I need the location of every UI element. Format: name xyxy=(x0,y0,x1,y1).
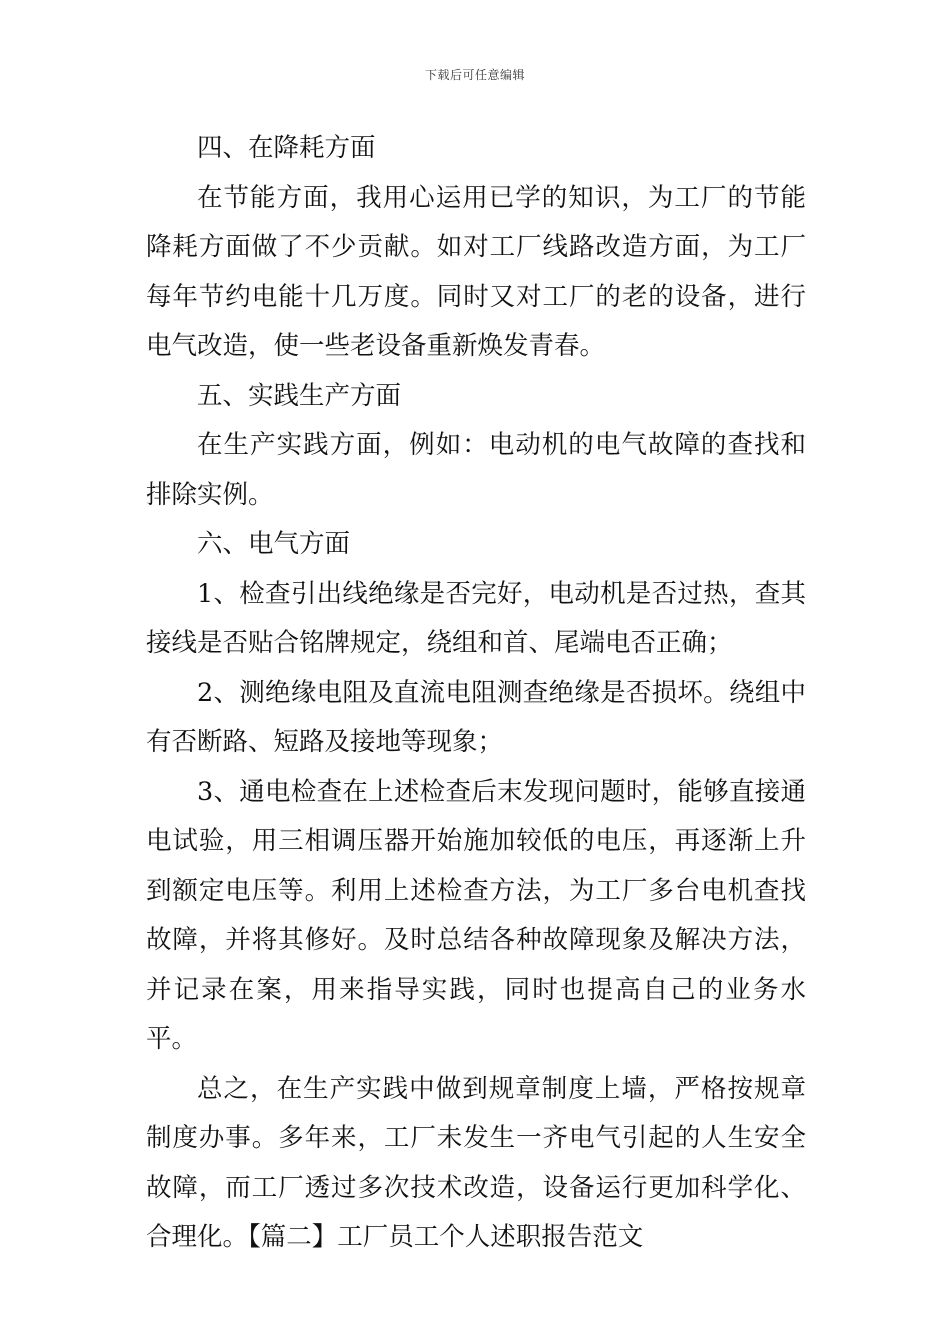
section-heading-energy-reduction: 四、在降耗方面 xyxy=(197,133,376,163)
paragraph-conclusion: 总之，在生产实践中做到规章制度上墙，严格按规章制度办事。多年来，工厂未发生一齐电气引起的人生安全故障，而工厂透过多次技术改造，设备运行更加科学化、合理化。【篇二】工厂员工个人述职报告范文 xyxy=(146,1073,806,1252)
section-heading-production-practice: 五、实践生产方面 xyxy=(197,380,402,411)
page-header-note: 下载后可任意编辑 xyxy=(424,68,525,82)
document-body xyxy=(146,124,806,1263)
section-heading-electrical: 六、电气方面 xyxy=(197,529,351,559)
paragraph-electrical-item-1: 1、检查引出线绝缘是否完好，电动机是否过热，查其接线是否贴合铭牌规定，绕组和首、尾端电否正确； xyxy=(146,578,806,658)
paragraph-electrical-item-2: 2、测绝缘电阻及直流电阻测查绝缘是否损坏。绕组中有否断路、短路及接地等现象； xyxy=(146,677,806,757)
paragraph-production-practice: 在生产实践方面，例如：电动机的电气故障的查找和排除实例。 xyxy=(146,430,806,510)
paragraph-energy-saving: 在节能方面，我用心运用已学的知识，为工厂的节能降耗方面做了不少贡献。如对工厂线路改造方面，为工厂每年节约电能十几万度。同时又对工厂的老的设备，进行电气改造，使一些老设备重新焕发青春。 xyxy=(146,182,806,361)
paragraph-electrical-item-3: 3、通电检查在上述检查后末发现问题时，能够直接通电试验，用三相调压器开始施加较低的电压，再逐渐上升到额定电压等。利用上述检查方法，为工厂多台电机查找故障，并将其修好。及时总结各种故障现象及解决方法，并记录在案，用来指导实践，同时也提高自己的业务水平。 xyxy=(146,776,806,1054)
